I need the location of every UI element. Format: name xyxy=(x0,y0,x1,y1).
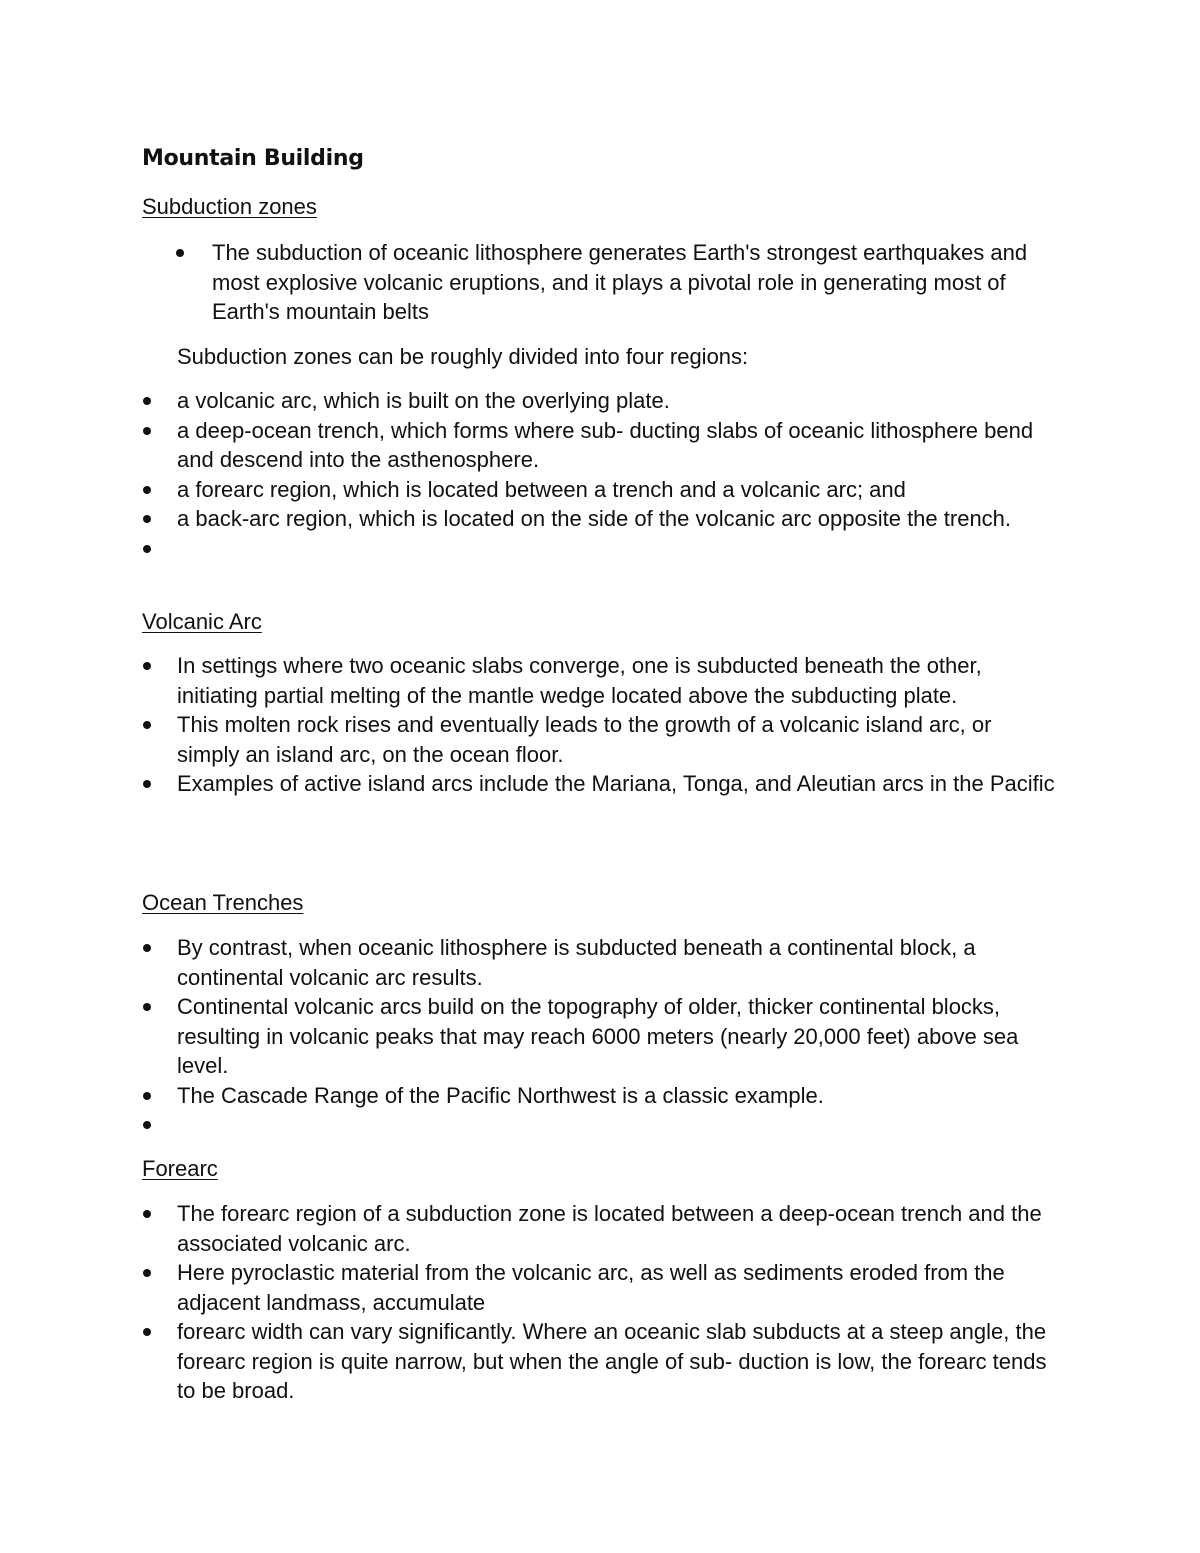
list-item-text: In settings where two oceanic slabs converge, one is subducted beneath the other, initiating partial melting of the mantle wedge located above the subducting plate. xyxy=(177,653,982,708)
bullet-icon xyxy=(143,1210,151,1218)
list-item-text: The subduction of oceanic lithosphere generates Earth's strongest earthquakes and most explosive volcanic eruptions, and it plays a pivotal role in generating most of Earth's mountain belts xyxy=(212,240,1028,324)
list-item xyxy=(177,651,1057,710)
list-item-empty xyxy=(177,534,1057,564)
list-item xyxy=(177,504,1057,534)
list-item xyxy=(177,933,1057,992)
list-item-empty xyxy=(177,1110,1057,1140)
list-item xyxy=(177,992,1057,1081)
bullet-icon xyxy=(143,780,151,788)
list-item xyxy=(177,769,1057,799)
ocean-trenches-list xyxy=(177,933,1057,1140)
list-item xyxy=(177,1081,1057,1111)
list-item-text: forearc width can vary significantly. Where an oceanic slab subducts at a steep angle, the forearc region is quite narrow, but when the angle of sub- duction is low, the forearc tends to be broad. xyxy=(177,1319,1047,1403)
heading-forearc: Forearc xyxy=(142,1156,218,1181)
bullet-icon xyxy=(143,486,151,494)
regions-list xyxy=(177,386,1057,563)
bullet-icon xyxy=(143,397,151,405)
forearc-list xyxy=(177,1199,1057,1406)
list-item-text: The forearc region of a subduction zone is located between a deep-ocean trench and the associated volcanic arc. xyxy=(177,1201,1042,1256)
bullet-icon xyxy=(143,1003,151,1011)
list-item-text: Examples of active island arcs include the Mariana, Tonga, and Aleutian arcs in the Pacific xyxy=(177,771,1055,796)
list-item-text: The Cascade Range of the Pacific Northwest is a classic example. xyxy=(177,1082,824,1108)
regions-intro-text: Subduction zones can be roughly divided into four regions: xyxy=(177,344,749,369)
list-item-text: a forearc region, which is located between a trench and a volcanic arc; and xyxy=(177,476,906,502)
bullet-icon xyxy=(143,721,151,729)
heading-subduction-zones: Subduction zones xyxy=(142,194,317,219)
subduction-intro-list xyxy=(212,238,1072,327)
list-item xyxy=(177,710,1057,769)
bullet-icon xyxy=(143,1269,151,1277)
list-item xyxy=(177,1199,1057,1258)
heading-ocean-trenches: Ocean Trenches xyxy=(142,890,304,915)
list-item-text: a deep-ocean trench, which forms where sub- ducting slabs of oceanic lithosphere bend and descend into the asthenosphere. xyxy=(177,417,1034,472)
volcanic-arc-list xyxy=(177,651,1057,799)
list-item-text: Here pyroclastic material from the volcanic arc, as well as sediments eroded from the adjacent landmass, accumulate xyxy=(177,1260,1005,1315)
bullet-icon xyxy=(143,662,151,670)
list-item xyxy=(177,1317,1057,1406)
page-title: Mountain Building xyxy=(142,146,364,171)
list-item-text: This molten rock rises and eventually leads to the growth of a volcanic island arc, or simply an island arc, on the ocean floor. xyxy=(177,712,992,767)
list-item-text: Continental volcanic arcs build on the topography of older, thicker continental blocks, resulting in volcanic peaks that may reach 6000 meters (nearly 20,000 feet) above sea level. xyxy=(177,994,1019,1078)
heading-volcanic-arc: Volcanic Arc xyxy=(142,609,262,634)
list-item xyxy=(177,386,1057,416)
bullet-icon xyxy=(143,1092,151,1100)
bullet-icon xyxy=(143,427,151,435)
bullet-icon xyxy=(143,1121,151,1129)
list-item-text: a back-arc region, which is located on the side of the volcanic arc opposite the trench. xyxy=(177,506,1012,531)
bullet-icon xyxy=(143,515,151,523)
bullet-icon xyxy=(176,249,184,257)
list-item xyxy=(212,238,1072,327)
list-item xyxy=(177,1258,1057,1317)
bullet-icon xyxy=(143,944,151,952)
list-item xyxy=(177,475,1057,505)
list-item xyxy=(177,416,1057,475)
list-item-text: By contrast, when oceanic lithosphere is subducted beneath a continental block, a continental volcanic arc results. xyxy=(177,935,976,990)
list-item-text: a volcanic arc, which is built on the overlying plate. xyxy=(177,388,670,413)
bullet-icon xyxy=(143,545,151,553)
bullet-icon xyxy=(143,1328,151,1336)
